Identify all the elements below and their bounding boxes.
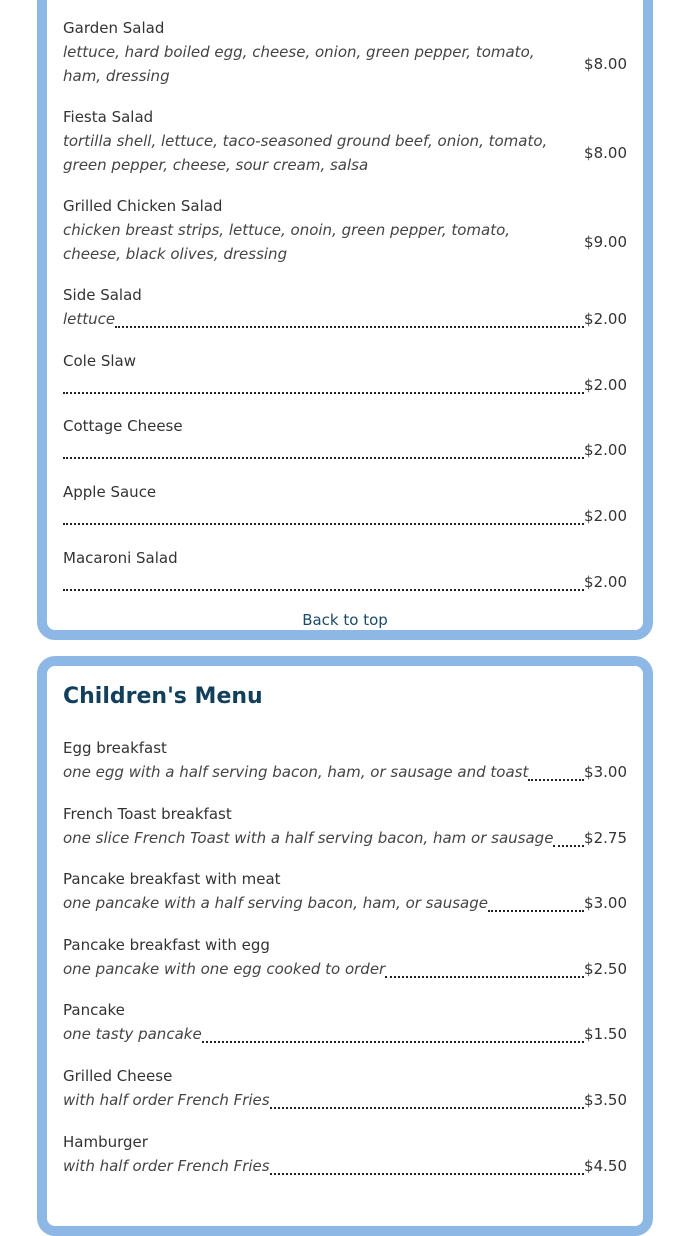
item-row: [63, 570, 627, 594]
item-price: $3.00: [584, 894, 627, 912]
item-description: chicken breast strips, lettuce, onoin, green pepper, tomato, cheese, black olives, dressing: [63, 221, 511, 263]
item-name: Grilled Cheese: [63, 1067, 173, 1085]
item-price: $2.00: [584, 441, 627, 459]
menu-item-pancake-breakfast-with-egg: [63, 935, 627, 981]
item-name: Cole Slaw: [63, 352, 136, 370]
item-name: Cottage Cheese: [63, 417, 183, 435]
menu-item-apple-sauce: [63, 482, 627, 528]
dotted-leader: [63, 588, 584, 591]
item-row: [63, 760, 627, 784]
salads-menu-panel: [37, 0, 653, 640]
item-row: [63, 129, 627, 177]
item-description: one tasty pancake: [63, 1025, 202, 1043]
item-price: $2.00: [584, 376, 627, 394]
item-row: [63, 826, 627, 850]
item-price: $2.75: [584, 829, 627, 847]
item-description: lettuce, hard boiled egg, cheese, onion, green pepper, tomato, ham, dressing: [63, 43, 535, 85]
item-description: tortilla shell, lettuce, taco-seasoned ground beef, onion, tomato, green pepper, cheese, sour cream, salsa: [63, 132, 548, 174]
dotted-leader: [115, 325, 584, 328]
item-price: $3.00: [584, 763, 627, 781]
menu-item-fiesta-salad: [63, 107, 627, 177]
menu-item-grilled-cheese: [63, 1066, 627, 1112]
item-price: $8.00: [584, 55, 627, 73]
item-price: $2.00: [584, 573, 627, 591]
item-description: with half order French Fries: [63, 1157, 270, 1175]
menu-item-grilled-chicken-salad: [63, 196, 627, 266]
item-row: [63, 1022, 627, 1046]
item-description: one pancake with a half serving bacon, ham, or sausage: [63, 894, 488, 912]
dotted-leader: [488, 909, 584, 912]
back-to-top-link[interactable]: Back to top: [302, 611, 388, 629]
section-title: Children's Menu: [63, 684, 263, 709]
item-name: Pancake breakfast with egg: [63, 936, 270, 954]
item-price: $2.00: [584, 507, 627, 525]
item-name: Pancake breakfast with meat: [63, 870, 281, 888]
item-row: [63, 40, 627, 88]
item-name: Pancake: [63, 1001, 125, 1019]
item-row: [63, 218, 627, 266]
dotted-leader: [202, 1040, 584, 1043]
item-name: Garden Salad: [63, 19, 165, 37]
dotted-leader: [385, 975, 584, 978]
item-description: one egg with a half serving bacon, ham, or sausage and toast: [63, 763, 529, 781]
item-row: [63, 891, 627, 915]
item-name: Side Salad: [63, 286, 142, 304]
item-description: one pancake with one egg cooked to order: [63, 960, 386, 978]
item-row: [63, 504, 627, 528]
menu-item-garden-salad: [63, 18, 627, 88]
menu-item-french-toast-breakfast: [63, 804, 627, 850]
item-name: Hamburger: [63, 1133, 148, 1151]
item-name: Grilled Chicken Salad: [63, 197, 223, 215]
item-description: one slice French Toast with a half serving bacon, ham or sausage: [63, 829, 554, 847]
item-row: [63, 1154, 627, 1178]
menu-item-side-salad: [63, 285, 627, 331]
dotted-leader: [270, 1106, 584, 1109]
item-price: $8.00: [584, 144, 627, 162]
menu-item-hamburger: [63, 1132, 627, 1178]
item-row: [63, 307, 627, 331]
dotted-leader: [528, 778, 584, 781]
item-price: $1.50: [584, 1025, 627, 1043]
menu-item-egg-breakfast: [63, 738, 627, 784]
item-name: Egg breakfast: [63, 739, 167, 757]
item-description: with half order French Fries: [63, 1091, 270, 1109]
salads-menu-content: [63, 0, 627, 630]
item-price: $2.00: [584, 310, 627, 328]
dotted-leader: [270, 1172, 584, 1175]
item-name: Fiesta Salad: [63, 108, 154, 126]
item-row: [63, 1088, 627, 1112]
item-price: $3.50: [584, 1091, 627, 1109]
childrens-menu-panel: [37, 656, 653, 1236]
dotted-leader: [553, 844, 584, 847]
menu-item-cole-slaw: [63, 351, 627, 397]
dotted-leader: [63, 391, 584, 394]
item-price: $9.00: [584, 233, 627, 251]
dotted-leader: [63, 522, 584, 525]
childrens-menu-content: [63, 666, 627, 1226]
item-row: [63, 373, 627, 397]
item-price: $4.50: [584, 1157, 627, 1175]
menu-item-cottage-cheese: [63, 416, 627, 462]
menu-item-pancake: [63, 1000, 627, 1046]
menu-item-macaroni-salad: [63, 548, 627, 594]
item-name: Macaroni Salad: [63, 549, 178, 567]
item-price: $2.50: [584, 960, 627, 978]
item-description: lettuce: [63, 310, 116, 328]
dotted-leader: [63, 456, 584, 459]
item-row: [63, 438, 627, 462]
menu-item-pancake-breakfast-with-meat: [63, 869, 627, 915]
item-row: [63, 957, 627, 981]
item-name: French Toast breakfast: [63, 805, 232, 823]
item-name: Apple Sauce: [63, 483, 157, 501]
